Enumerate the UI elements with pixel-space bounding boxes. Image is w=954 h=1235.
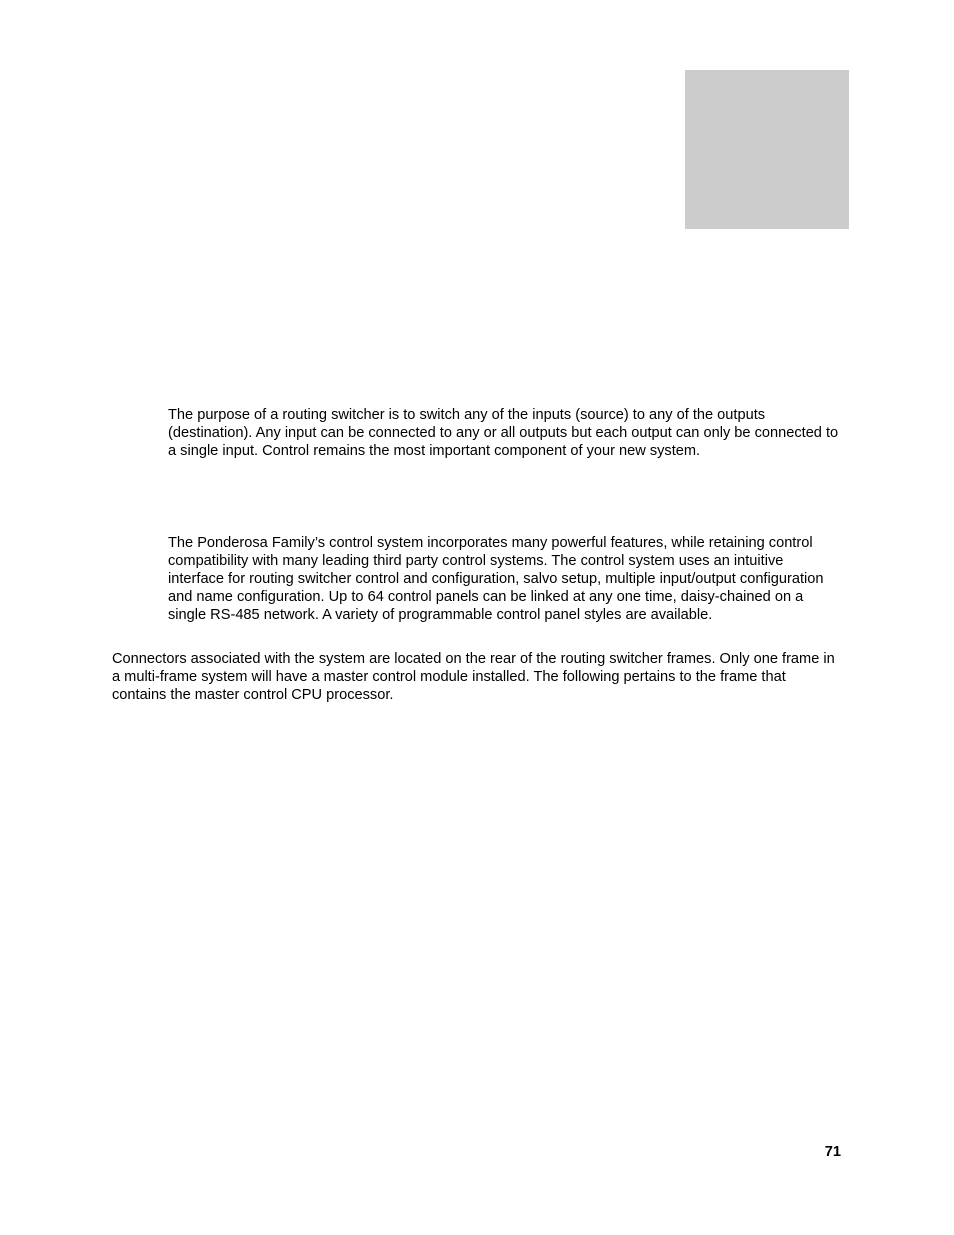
chapter-tab-block xyxy=(685,70,849,229)
body-paragraph-connectors: Connectors associated with the system are located on the rear of the routing switcher frames. Only one frame in a multi-frame system will have a master control module installed. The following pertains to the frame that contains the master control CPU processor. xyxy=(112,651,835,703)
body-paragraph-control-system: The Ponderosa Family’s control system incorporates many powerful features, while retaining control compatibility with many leading third party control systems. The control system uses an intuitive interface for routing switcher control and configuration, salvo setup, multiple input/output configuration and name configuration. Up to 64 control panels can be linked at any one time, daisy-chained on a single RS-485 network. A variety of programmable control panel styles are available. xyxy=(168,535,824,623)
body-paragraph-routing-purpose: The purpose of a routing switcher is to switch any of the inputs (source) to any of the outputs (destination). Any input can be connected to any or all outputs but each output can only be connected to a single input. Control remains the most important component of your new system. xyxy=(168,407,839,459)
page-number: 71 xyxy=(824,1144,841,1160)
